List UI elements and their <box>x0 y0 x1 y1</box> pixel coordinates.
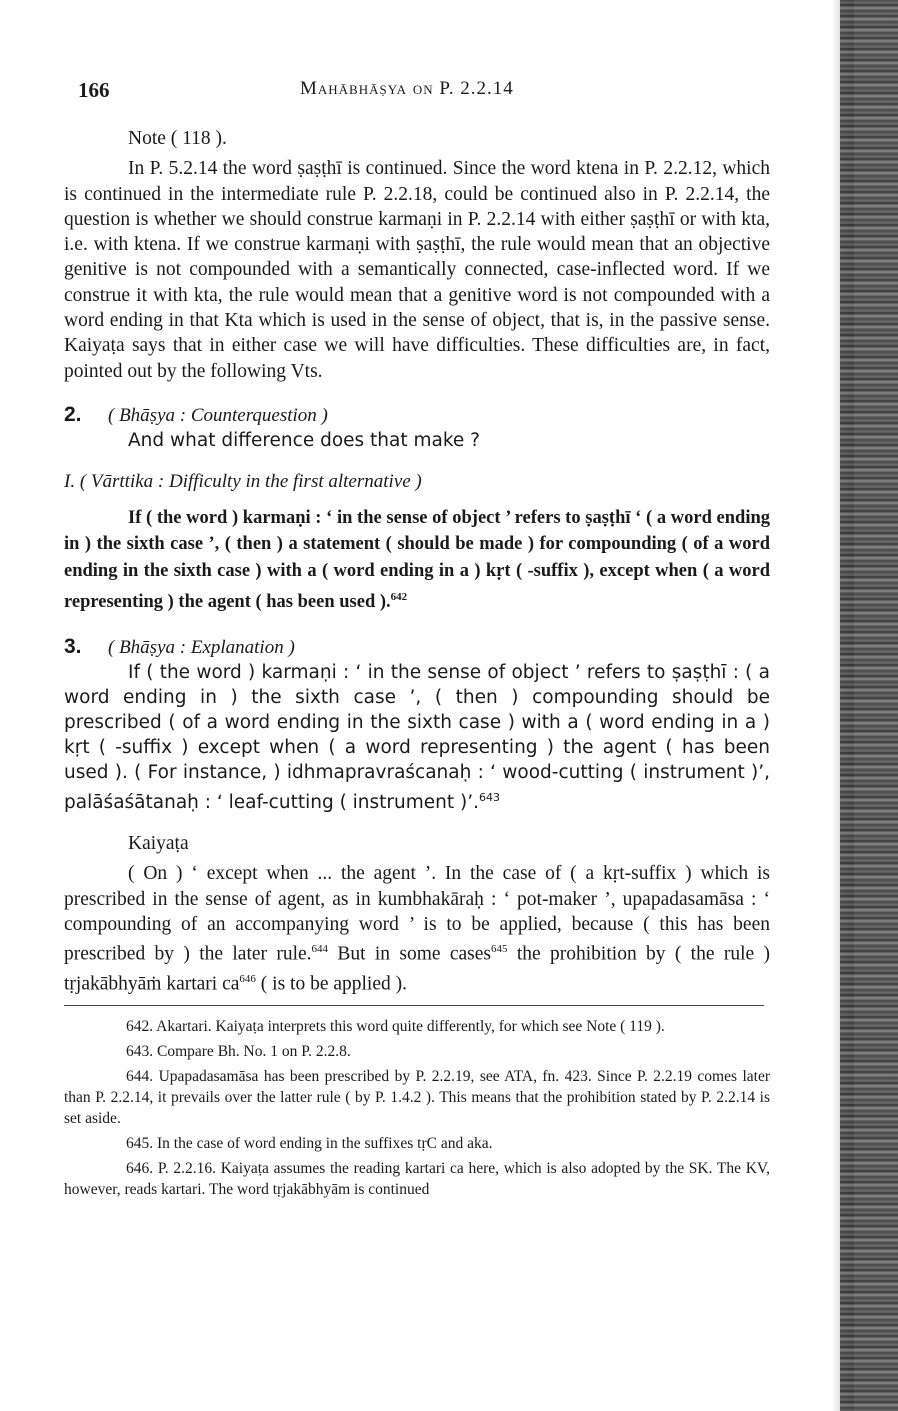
footnote-text: Upapadasamāsa has been prescribed by P. 2.2.19, see ATA, fn. 423. Since P. 2.2.19 comes later than P. 2.2.14, it prevails over the latter rule ( by P. 1.4.2 ). This means that the prohibition stated by P. 2.2.14 is set aside. <box>64 1067 770 1127</box>
footnote <box>64 1066 770 1129</box>
footnote-ref-643: 643 <box>479 791 500 805</box>
footnote-ref-646: 646 <box>239 973 256 986</box>
varttika-1-label: I. ( Vārttika : Difficulty in the first alternative ) <box>64 471 422 493</box>
footnote-number: 646. <box>126 1159 154 1177</box>
section-2-label: ( Bhāṣya : Counterquestion ) <box>108 404 328 426</box>
page-edge-binding <box>840 0 898 1411</box>
kaiyata-text-a: ( On ) ‘ except when ... the agent ’. In the case of ( a kṛt-suffix ) which is prescribed in the sense of agent, as in kumbhakāraḥ : ‘ pot-maker ’, upapadasamāsa : ‘ compounding of an accompanying word ’ is to be applied, because ( this has been prescribed by ) the later rule. <box>64 863 770 965</box>
footnote <box>64 1158 770 1200</box>
section-2-text: And what difference does that make ? <box>128 430 480 452</box>
varttika-1-body: If ( the word ) karmaṇi : ‘ in the sense of object ’ refers to ṣaṣṭhī ‘ ( a word ending in ) the sixth case ’, ( then ) a statement ( should be made ) for compounding ( of a word ending in the sixth case ) with a ( word ending in a ) kṛt ( -suffix ), except when ( a word representing ) the agent ( has been used ). <box>64 507 770 613</box>
footnote-number: 644. <box>126 1067 154 1085</box>
footnote-text: Akartari. Kaiyaṭa interprets this word quite differently, for which see Note ( 119 ). <box>156 1017 665 1035</box>
page-header <box>78 78 768 108</box>
section-3-number: 3. <box>64 634 82 658</box>
footnote-number: 643. <box>126 1042 154 1060</box>
footnote-text: Compare Bh. No. 1 on P. 2.2.8. <box>157 1042 351 1060</box>
section-3-label: ( Bhāṣya : Explanation ) <box>108 636 295 658</box>
section-3-body: If ( the word ) karmaṇi : ‘ in the sense of object ’ refers to ṣaṣṭhī : ( a word ending in ) the sixth case ’, ( then ) compounding should be prescribed ( of a word ending in the sixth case ) with a ( word ending in a ) kṛt ( -suffix ) except when ( a word representing ) the agent ( has been used ). ( For instance, ) idhmapravraścanaḥ : ‘ wood-cutting ( instrument )’, palāśaśātanaḥ : ‘ leaf-cutting ( instrument )’. <box>64 662 770 814</box>
footnote-ref-644: 644 <box>311 943 329 956</box>
note-paragraph: In P. 5.2.14 the word ṣaṣṭhī is continued. Since the word ktena in P. 2.2.12, which is continued in the intermediate rule P. 2.2.18, could be continued also in P. 2.2.14, the question is whether we should construe karmaṇi in P. 2.2.14 with either ṣaṣṭhī or with kta, i.e. with ktena. If we construe karmaṇi with ṣaṣṭhī, the rule would mean that an objective genitive is not compounded with a semantically connected, case-inflected word. If we construe it with kta, the rule would mean that a genitive word is not compounded with a word ending in that Kta which is used in the sense of object, that is, in the passive sense. Kaiyaṭa says that in either case we will have difficulties. These difficulties are, in fact, pointed out by the following Vts. <box>64 158 770 382</box>
kaiyata-paragraph <box>64 861 770 996</box>
footnote <box>64 1133 770 1154</box>
footnote-divider <box>64 1005 764 1006</box>
section-2-number: 2. <box>64 402 82 426</box>
footnote <box>64 1016 770 1037</box>
footnote-ref-645: 645 <box>491 943 508 956</box>
kaiyata-title: Kaiyaṭa <box>128 833 189 855</box>
kaiyata-text-c: the prohibition by ( the rule ) tṛjakābhyāṁ kartari ca <box>64 943 770 995</box>
kaiyata-text-d: ( is to be applied ). <box>255 973 407 995</box>
section-3-text <box>64 660 770 815</box>
footnote-ref-642: 642 <box>390 591 408 604</box>
running-title: Mahābhāṣya on P. 2.2.14 <box>300 78 514 99</box>
footnote-text: P. 2.2.16. Kaiyaṭa assumes the reading kartari ca here, which is also adopted by the SK. The KV, however, reads kartari. The word tṛjakābhyām is continued <box>64 1159 771 1198</box>
varttika-1-text <box>64 505 770 616</box>
page-number: 166 <box>78 78 110 102</box>
section-2-heading <box>64 402 770 428</box>
note-title: Note ( 118 ). <box>128 128 227 149</box>
section-3-heading <box>64 634 770 660</box>
footnotes <box>64 1016 770 1200</box>
footnote <box>64 1041 770 1062</box>
footnote-text: In the case of word ending in the suffixes tṛC and aka. <box>157 1134 493 1152</box>
footnote-number: 645. <box>126 1134 154 1152</box>
footnote-number: 642. <box>126 1017 154 1035</box>
kaiyata-text-b: But in some cases <box>328 943 492 965</box>
page-body <box>64 126 770 1204</box>
